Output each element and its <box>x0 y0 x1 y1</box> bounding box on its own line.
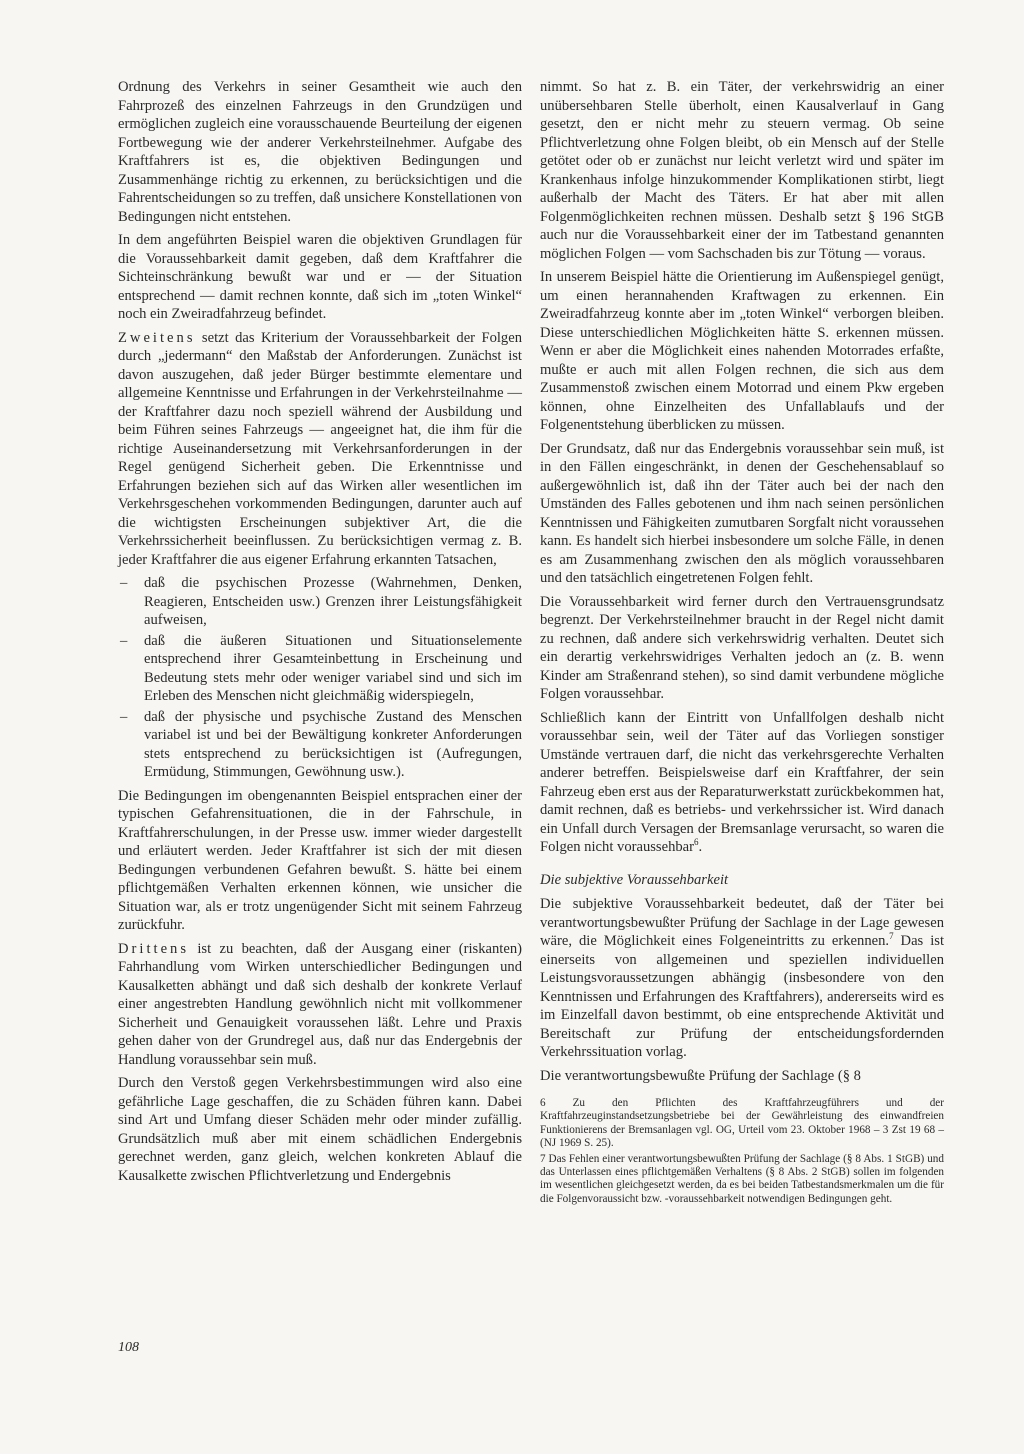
paragraph: Schließlich kann der Eintritt von Unfallfolgen deshalb nicht voraussehbar sein, weil der Täter auf das Vorliegen sonstiger Umstände vertrauen darf, die nicht das verkehrsgerechte Verhalten anderer betreffen. Beispielsweise darf ein Kraftfahrer, der sein Fahrzeug eben erst aus der Reparaturwerkstatt zurückbekommen hat, damit rechnen, daß es betriebs- und verkehrssicher ist. Wird danach ein Unfall durch Versagen der Bremsanlage verursacht, so waren die Folgen nicht voraussehbar$^6$. <box>540 709 944 855</box>
paragraph-text: setzt das Kriterium der Voraussehbarkeit der Folgen durch „jedermann“ den Maßstab der Anforderungen. Zunächst ist davon auszugehen, daß jeder Bürger bestimmte elementare und allgemeine Kenntnisse und Erfahrungen in der Verkehrsteilnahme — der Kraftfahrer dazu noch speziell während der Ausbildung und beim Führen seines Fahrzeugs — angeeignet hat, die ihm für die richtige Auseinandersetzung mit Verkehrsanforderungen in der Regel genügend Sicherheit geben. Die Erkenntnisse und Erfahrungen beziehen sich auf das Wirken aller wesentlichen im Verkehrsgeschehen vorkommenden Bedingungen, darunter auch auf die wichtigsten Erscheinungen subjektiver Art, die die Verkehrssicherheit beeinflussen. Zu berücksichtigen vermag z. B. jeder Kraftfahrer die aus eigener Erfahrung erkannten Tatsachen, <box>118 329 522 568</box>
list-item: – daß die psychischen Prozesse (Wahrnehmen, Denken, Reagieren, Entscheiden usw.) Grenzen ihrer Leistungsfähigkeit aufweisen, <box>118 574 522 630</box>
list-item: – daß die äußeren Situationen und Situationselemente entsprechend ihrer Gesamteinbettung in Erscheinung und Bedeutung stets mehr oder weniger variabel sind und sich im Erleben des Menschen nicht gleichmäßig widerspiegeln, <box>118 632 522 706</box>
footnote: 7 Das Fehlen einer verantwortungsbewußten Prüfung der Sachlage (§ 8 Abs. 1 StGB) und das Unterlassen eines pflichtgemäßen Verhaltens (§ 8 Abs. 2 StGB) sollen im folgenden im wesentlichen gleichgesetzt werden, da es bei beiden Tatbestandsmerkmalen um die für die Folgenvoraussicht bzw. -voraussehbarkeit notwendigen Bedingungen geht. <box>540 1152 944 1205</box>
paragraph: Die Voraussehbarkeit wird ferner durch den Vertrauensgrundsatz begrenzt. Der Verkehrsteilnehmer braucht in der Regel nicht damit zu rechnen, daß andere sich verkehrswidrig verhalten. Deutet sich ein derartig verkehrswidriges Verhalten jedoch an (z. B. wenn Kinder am Straßenrand stehen), so sind damit verbundene mögliche Folgen voraussehbar. <box>540 593 944 702</box>
paragraph: In dem angeführten Beispiel waren die objektiven Grundlagen für die Voraussehbarkeit damit gegeben, daß dem Kraftfahrer die Sichteinschränkung bewußt war und er — der Situation entsprechend — damit rechnen konnte, daß sich im „toten Winkel“ noch ein Zweiradfahrzeug befindet. <box>118 232 522 322</box>
footnote: 6 Zu den Pflichten des Kraftfahrzeugführers und der Kraftfahrzeuginstandsetzungsbetriebe bei der Gewährleistung des einwandfreien Funktionierens der Bremsanlagen vgl. OG, Urteil vom 23. Oktober 1968 – 3 Zst 19 68 – (NJ 1969 S. 25). <box>540 1097 944 1150</box>
paragraph-text: Die subjektive Voraussehbarkeit bedeutet, daß der Täter bei verantwortungsbewußter Prüfung der Sachlage in der Lage gewesen wäre, die Möglichkeit eines Folgeneintritts zu erkennen. <box>540 896 944 949</box>
paragraph-text: ist zu beachten, daß der Ausgang einer (riskanten) Fahrhandlung vom Wirken unterschiedlicher Bedingungen und Kausalketten abhängt und daß sich deshalb der konkrete Verlauf einer angestrebten Handlung gewöhnlich nicht mit vollkommener Sicherheit und Genauigkeit voraussehen läßt. Lehre und Praxis gehen daher von der Grundregel aus, daß nur das Endergebnis der Handlung voraussehbar sein muß. <box>118 940 522 1068</box>
right-column <box>540 78 944 1208</box>
dash-list <box>118 574 522 782</box>
list-item: – daß der physische und psychische Zustand des Menschen variabel ist und bei der Bewältigung konkreter Anforderungen stets entsprechend zu berücksichtigen ist (Aufregungen, Ermüdung, Stimmungen, Gewöhnung usw.). <box>118 708 522 782</box>
section-heading: Die subjektive Voraussehbarkeit <box>540 871 729 888</box>
footnote-ref: 6 <box>694 837 699 848</box>
paragraph: Durch den Verstoß gegen Verkehrsbestimmungen wird also eine gefährliche Lage geschaffen, die zu Schäden führen kann. Dabei sind Art und Umfang dieser Schäden mehr oder minder zufällig. Grundsätzlich muß aber mit einem schädlichen Endergebnis gerechnet werden, ganz gleich, welchen konkreten Ablauf die Kausalkette zwischen Pflichtverletzung und Endergebnis <box>118 1075 522 1184</box>
paragraph: Ordnung des Verkehrs in seiner Gesamtheit wie auch den Fahrprozeß des einzelnen Fahrzeugs in den Grundzügen und ermöglichen zugleich eine vorausschauende Beurteilung der eigenen Fortbewegung wie der anderer Verkehrsteilnehmer. Aufgabe des Kraftfahrers ist es, die objektiven Bedingungen und Zusammenhänge richtig zu erkennen, zu berücksichtigen und die Fahrentscheidungen so zu treffen, daß unsichere Konstellationen von Bedingungen nicht entstehen. <box>118 79 522 225</box>
paragraph-text: Das ist einerseits von allgemeinen und speziellen individuellen Leistungsvoraussetzungen abhängig (insbesondere von den Kenntnissen und Erfahrungen des Kraftfahrers), andererseits wird es im Einzelfall davon bestimmt, ob eine entsprechende Aktivität und Bereitschaft zur Prüfung der entscheidungsfordernden Verkehrssituation vorlag. <box>540 933 945 1060</box>
paragraph: In unserem Beispiel hätte die Orientierung im Außenspiegel genügt, um einen herannahenden Kraftwagen zu erkennen. Ein Zweiradfahrzeug konnte aber im „toten Winkel“ verborgen bleiben. Diese unterschiedlichen Möglichkeiten hätte S. erkennen müssen. Wenn er aber die Möglichkeit eines nahenden Motorrades erfaßte, mußte er auch mit allen Folgen rechnen, die sich aus dem Zusammenstoß zwischen einem Motorrad und einem Pkw ergeben können, ohne Einzelheiten des Unfallablaufs und der Folgenentstehung überblicken zu müssen. <box>540 269 944 433</box>
footnotes <box>540 1097 944 1206</box>
paragraph <box>118 329 522 570</box>
emphasis-lead: Zweitens <box>118 329 196 346</box>
paragraph: Der Grundsatz, daß nur das Endergebnis voraussehbar sein muß, ist in den Fällen eingeschränkt, in denen der Geschehensablauf so außergewöhnlich ist, daß ihn der Täter auch bei der nach den Umständen des Falles gebotenen und ihm nach seinen persönlichen Kenntnissen und Fähigkeiten zumutbaren Sorgfalt nicht voraussehen kann. Es handelt sich hierbei insbesondere um solche Fälle, in denen es am Zusammenhang zwischen den als möglich voraussehbaren und den tatsächlich eingetretenen Folgen fehlt. <box>540 440 944 586</box>
paragraph: Die Bedingungen im obengenannten Beispiel entsprachen einer der typischen Gefahrensituationen, die in der Fahrschule, in Kraftfahrerschulungen, in der Presse usw. immer wieder dargestellt und erläutert werden. Jeder Kraftfahrer ist sich der mit diesen Bedingungen verbundenen Gefahren bewußt. S. hätte bei einem pflichtgemäßen Verhalten erkennen können, wie unsicher die Situation war, als er trotz ungenügender Sicht mit seinem Fahrzeug zurückfuhr. <box>118 787 522 933</box>
emphasis-lead: Drittens <box>118 940 190 957</box>
footnote-ref: 7 <box>889 931 894 942</box>
paragraph: Die verantwortungsbewußte Prüfung der Sachlage (§ 8 <box>540 1067 861 1084</box>
page-number: 108 <box>118 1340 139 1355</box>
paragraph-text: Schließlich kann der Eintritt von Unfallfolgen deshalb nicht voraussehbar sein, weil der Täter auf das Vorliegen sonstiger Umstände vertrauen darf, die nicht das verkehrsgerechte Verhalten anderer betreffen. Beispielsweise darf ein Kraftfahrer, der sein Fahrzeug eben erst aus der Reparaturwerkstatt zurückbekommen hat, damit rechnen, daß es betriebs- und verkehrssicher ist. Wird danach ein Unfall durch Versagen der Bremsanlage verursacht, so waren die Folgen nicht voraussehbar <box>540 709 944 855</box>
left-column <box>118 78 522 1190</box>
paragraph: nimmt. So hat z. B. ein Täter, der verkehrswidrig an einer unübersehbaren Stelle überholt, einen Kausalverlauf in Gang gesetzt, den er nicht mehr zu steuern vermag. Ob seine Pflichtverletzung ohne Folgen bleibt, ob ein Mensch auf der Stelle getötet oder ob er zunächst nur leicht verletzt wird und später im Krankenhaus infolge hinzukommender Komplikationen stirbt, liegt außerhalb der Macht des Täters. Er hat aber mit allen Folgenmöglichkeiten rechnen müssen. Deshalb setzt § 196 StGB auch nur die Voraussehbarkeit einer der im Tatbestand genannten möglichen Folgen — vom Sachschaden bis zur Tötung — voraus. <box>540 79 944 262</box>
paragraph <box>540 895 944 1062</box>
paragraph <box>118 940 522 1070</box>
